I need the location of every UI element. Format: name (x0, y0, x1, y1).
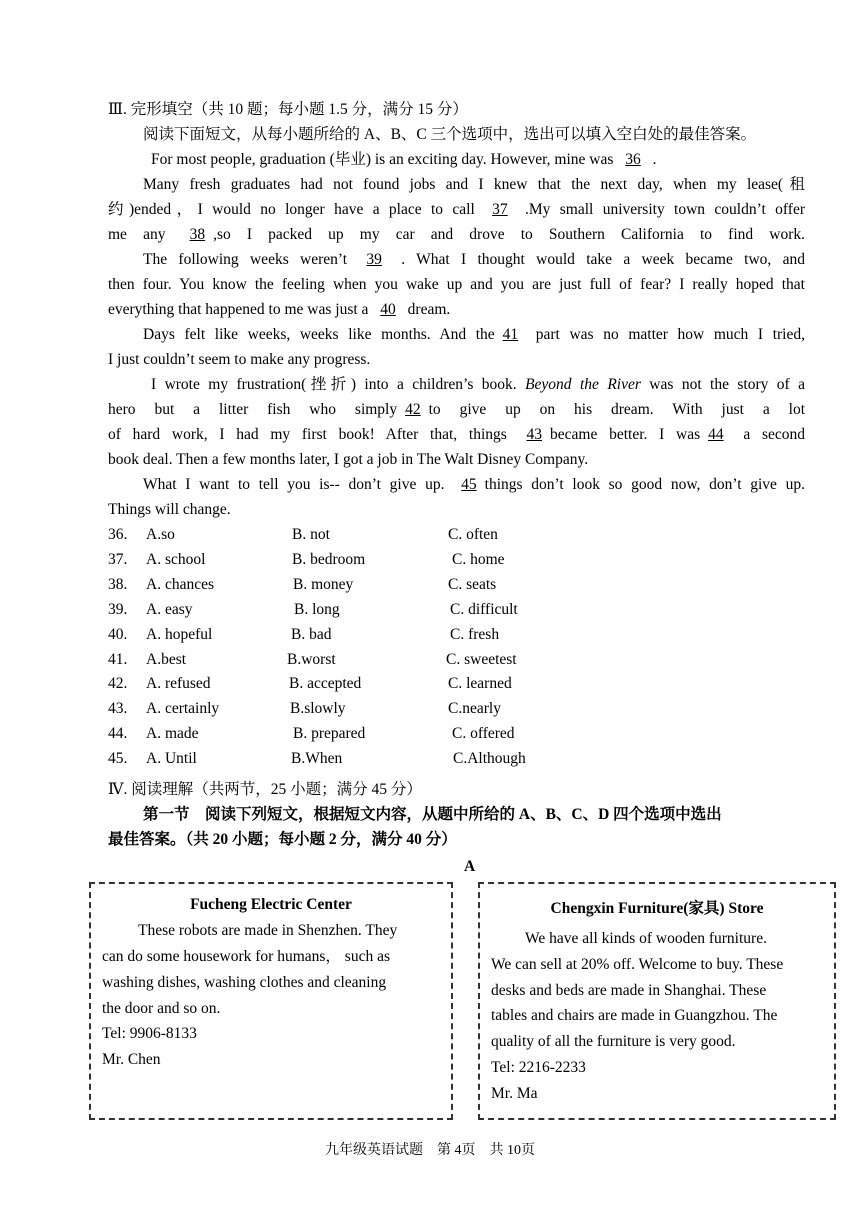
blank-number: 38 (189, 226, 206, 243)
option-c: C. home (452, 550, 505, 568)
passage-line (108, 225, 805, 245)
passage-text: things don’t look so good now, don’t give up. (484, 476, 805, 493)
ad-tel-fucheng: Tel: 9906-8133 (102, 1025, 197, 1042)
passage-text: to give up on his dream. With just a lot (428, 401, 805, 418)
book-title: Beyond the River (525, 376, 641, 393)
option-b: B.slowly (290, 700, 346, 718)
option-a: A.best (146, 650, 187, 668)
blank-number: 40 (380, 301, 396, 318)
passage-text: of hard work, I had my first book! After that, things (108, 426, 519, 443)
ad-line: desks and beds are made in Shanghai. These (491, 982, 767, 999)
section4-part1-instruction-line2: 最佳答案。（共 20 小题；每小题 2 分，满分 40 分） (108, 831, 457, 848)
option-a: A. hopeful (146, 625, 213, 643)
question-number: 44. (108, 725, 128, 743)
passage-line (108, 450, 588, 470)
option-a: A. school (146, 550, 206, 568)
passage-line (143, 325, 805, 345)
option-a: A. made (146, 725, 199, 743)
passage-line (108, 300, 450, 320)
option-b: B. accepted (289, 675, 362, 693)
blank-number: 39 (366, 251, 382, 268)
passage-text: . What I thought would take a week became two, and (389, 251, 805, 268)
ad-line: can do some housework for humans， such as (102, 948, 390, 965)
option-c: C. difficult (450, 600, 518, 618)
option-a: A. easy (146, 600, 193, 618)
passage-text: Days felt like weeks, weeks like months. And the (143, 326, 495, 343)
option-c: C. offered (452, 725, 515, 743)
passage-text: then four. You know the feeling when you wake up and you are just full of fear? I really hoped that (108, 276, 805, 293)
passage-line (151, 150, 657, 170)
option-b: B. not (292, 526, 330, 543)
option-a: A. certainly (146, 700, 220, 718)
question-number: 42. (108, 675, 128, 693)
option-b: B.When (291, 750, 343, 768)
blank-number: 45 (461, 476, 477, 493)
option-c: C. sweetest (446, 650, 517, 668)
section4-part1-instruction-line1: 第一节 阅读下列短文，根据短文内容，从题中所给的 A、B、C、D 四个选项中选出 (143, 806, 722, 823)
passage-line (108, 200, 805, 220)
blank-number: 44 (708, 426, 724, 443)
ad-line: the door and so on. (102, 1000, 221, 1017)
passage-text: was not the story of a (640, 376, 805, 393)
option-a: A. chances (146, 575, 214, 593)
passage-line (108, 500, 231, 520)
passage-line (143, 250, 805, 270)
option-c: C. often (448, 526, 498, 543)
passage-text: ,so I packed up my car and drove to Southern California to find work. (213, 226, 805, 243)
passage-text: I just couldn’t seem to make any progress. (108, 351, 371, 368)
ad-line: We have all kinds of wooden furniture. (525, 930, 767, 947)
option-a: A. Until (146, 750, 197, 768)
option-b: B. long (294, 600, 340, 618)
option-c: C.Although (453, 750, 526, 768)
ad-line: washing dishes, washing clothes and cleaning (102, 974, 387, 991)
passage-line (108, 275, 805, 295)
page-footer: 九年级英语试题 第 4页 共 10页 (325, 1143, 535, 1158)
passage-text: a second (731, 426, 805, 443)
passage-text: dream. (403, 301, 451, 318)
passage-line (108, 400, 805, 420)
passage-text: . (648, 151, 657, 168)
blank-number: 42 (405, 401, 421, 418)
passage-line (108, 425, 805, 445)
option-b: B. bad (291, 625, 332, 643)
option-c: C. learned (448, 675, 512, 693)
option-a: A. refused (146, 675, 211, 693)
ad-title-fucheng: Fucheng Electric Center (190, 896, 352, 913)
question-number: 43. (108, 700, 128, 718)
question-number: 38. (108, 575, 128, 593)
blank-number: 41 (502, 326, 519, 343)
ad-contact-chengxin: Mr. Ma (491, 1085, 538, 1102)
passage-text: Things will change. (108, 501, 231, 518)
passage-line (108, 350, 370, 370)
ad-line: tables and chairs are made in Guangzhou. The (491, 1007, 778, 1024)
section4-title: Ⅳ. 阅读理解（共两节，25 小题；满分 45 分） (108, 781, 422, 798)
passage-line (151, 375, 805, 395)
ad-tel-chengxin: Tel: 2216-2233 (491, 1059, 586, 1076)
passage-text: 约)ended，I would no longer have a place to call (108, 201, 485, 218)
question-number: 37. (108, 550, 128, 568)
option-c: C.nearly (448, 700, 501, 718)
ad-line: quality of all the furniture is very good. (491, 1033, 736, 1050)
ad-line: These robots are made in Shenzhen. They (138, 922, 398, 939)
section3-title: Ⅲ. 完形填空（共 10 题；每小题 1.5 分，满分 15 分） (108, 101, 468, 118)
option-b: B. prepared (293, 725, 366, 743)
option-c: C. seats (448, 575, 497, 593)
passage-text: .My small university town couldn’t offer (515, 201, 805, 218)
option-c: C. fresh (450, 625, 500, 643)
passage-text: part was no matter how much I tried, (526, 326, 805, 343)
passage-text: became better. I was (550, 426, 701, 443)
ad-title-chengxin: Chengxin Furniture(家具) Store (550, 900, 764, 917)
passage-text: I wrote my frustration(挫折) into a children’s book. (151, 376, 526, 393)
passage-line (143, 175, 805, 195)
passage-text: What I want to tell you is-- don’t give up. (143, 476, 454, 493)
option-a: A.so (146, 526, 175, 543)
blank-number: 43 (526, 426, 543, 443)
question-number: 36. (108, 526, 128, 543)
passage-label: A (464, 858, 476, 875)
blank-number: 37 (492, 201, 508, 218)
passage-text: book deal. Then a few months later, I got a job in The Walt Disney Company. (108, 451, 589, 468)
question-number: 39. (108, 600, 128, 618)
passage-text: everything that happened to me was just a (108, 301, 373, 318)
option-b: B. money (293, 575, 354, 593)
blank-number: 36 (625, 151, 641, 168)
passage-text: The following weeks weren’t (143, 251, 359, 268)
passage-text: For most people, graduation (毕业) is an exciting day. However, mine was (151, 151, 618, 168)
option-b: B. bedroom (292, 550, 366, 568)
passage-text: hero but a litter fish who simply (108, 401, 398, 418)
ad-contact-fucheng: Mr. Chen (102, 1051, 161, 1068)
passage-line (143, 475, 805, 495)
question-number: 40. (108, 625, 128, 643)
question-number: 45. (108, 750, 128, 768)
ad-line: We can sell at 20% off. Welcome to buy. These (491, 956, 784, 973)
passage-text: me any (108, 226, 182, 243)
option-b: B.worst (287, 650, 336, 668)
passage-text: Many fresh graduates had not found jobs and I knew that the next day, when my lease(租 (143, 176, 805, 193)
question-number: 41. (108, 650, 128, 668)
section3-instruction: 阅读下面短文，从每小题所给的 A、B、C 三个选项中，选出可以填入空白处的最佳答案。 (143, 126, 757, 143)
